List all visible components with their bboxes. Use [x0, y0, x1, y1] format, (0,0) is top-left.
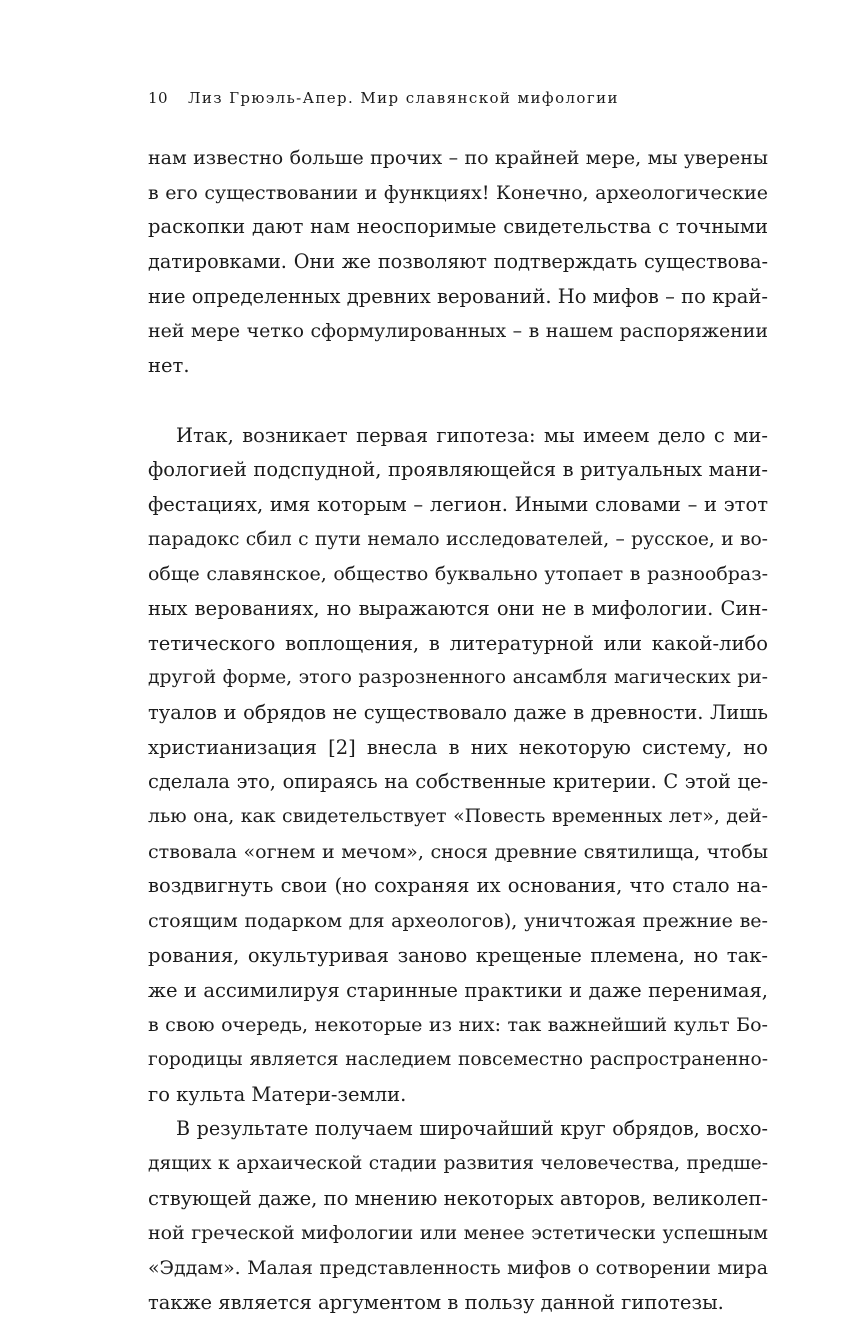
text-line: же и ассимилируя старинные практики и даже перенимая, [148, 978, 768, 1002]
text-line: христианизация [2] внесла в них некоторую систему, но [148, 735, 768, 759]
paragraph [148, 1112, 768, 1320]
text-line: туалов и обрядов не существовало даже в древности. Лишь [148, 701, 768, 724]
text-line: ние определенных древних верований. Но мифов – по край- [148, 284, 768, 308]
body-text [148, 141, 768, 1320]
text-line: в свою очередь, некоторые из них: так важнейший культ Бо- [148, 1014, 768, 1037]
text-line: парадокс сбил с пути немало исследователей, – русское, и во- [148, 528, 768, 550]
text-line: фологией подспудной, проявляющейся в ритуальных мани- [148, 458, 768, 482]
text-line: раскопки дают нам неоспоримые свидетельства с точными [148, 215, 768, 239]
text-line: датировками. Они же позволяют подтверждать существова- [148, 250, 768, 274]
text-line: В результате получаем широчайший круг обрядов, восхо- [176, 1117, 768, 1141]
running-title: Лиз Грюэль-Апер. Мир славянской мифологии [188, 89, 619, 107]
text-line: также является аргументом в пользу данной гипотезы. [148, 1290, 724, 1314]
text-line: нам известно больше прочих – по крайней мере, мы уверены [148, 147, 768, 169]
text-line: ней мере четко сформулированных – в нашем распоряжении [148, 320, 768, 343]
text-line: в его существовании и функциях! Конечно, археологические [148, 181, 768, 204]
section-gap [148, 384, 768, 419]
text-line: дящих к архаической стадии развития человечества, предше- [148, 1152, 768, 1174]
text-line: рования, окультуривая заново крещеные племена, но так- [148, 943, 768, 967]
text-line: тетического воплощения, в литературной или какой-либо [148, 631, 768, 655]
text-line: лью она, как свидетельствует «Повесть временных лет», дей- [148, 806, 768, 828]
text-line: ных верованиях, но выражаются они не в мифологии. Син- [148, 596, 768, 620]
page-number: 10 [148, 89, 169, 107]
text-line: стоящим подарком для археологов), уничтожая прежние ве- [148, 910, 768, 933]
paragraph [148, 419, 768, 1113]
text-line: го культа Матери-земли. [148, 1082, 407, 1106]
text-line: «Эддам». Малая представленность мифов о сотворении мира [148, 1257, 768, 1279]
text-line: воздвигнуть свои (но сохраняя их основания, что стало на- [148, 874, 768, 898]
text-line: ствовала «огнем и мечом», снося древние святилища, чтобы [148, 840, 768, 863]
running-head [148, 89, 768, 107]
text-line: ной греческой мифологии или менее эстетически успешным [148, 1222, 768, 1245]
text-line: нет. [148, 354, 190, 378]
text-line: другой форме, этого разрозненного ансамбля магических ри- [148, 667, 768, 689]
text-line: сделала это, опираясь на собственные критерии. С этой це- [148, 770, 768, 794]
paragraph-continued [148, 141, 768, 384]
text-line: ствующей даже, по мнению некоторых авторов, великолеп- [148, 1186, 768, 1210]
text-line: фестациях, имя которым – легион. Иными словами – и этот [148, 492, 768, 516]
text-line: городицы является наследием повсеместно распространенно- [148, 1048, 768, 1070]
text-line: обще славянское, общество буквально утопает в разнообраз- [148, 563, 768, 586]
text-line: Итак, возникает первая гипотеза: мы имеем дело с ми- [176, 423, 768, 447]
